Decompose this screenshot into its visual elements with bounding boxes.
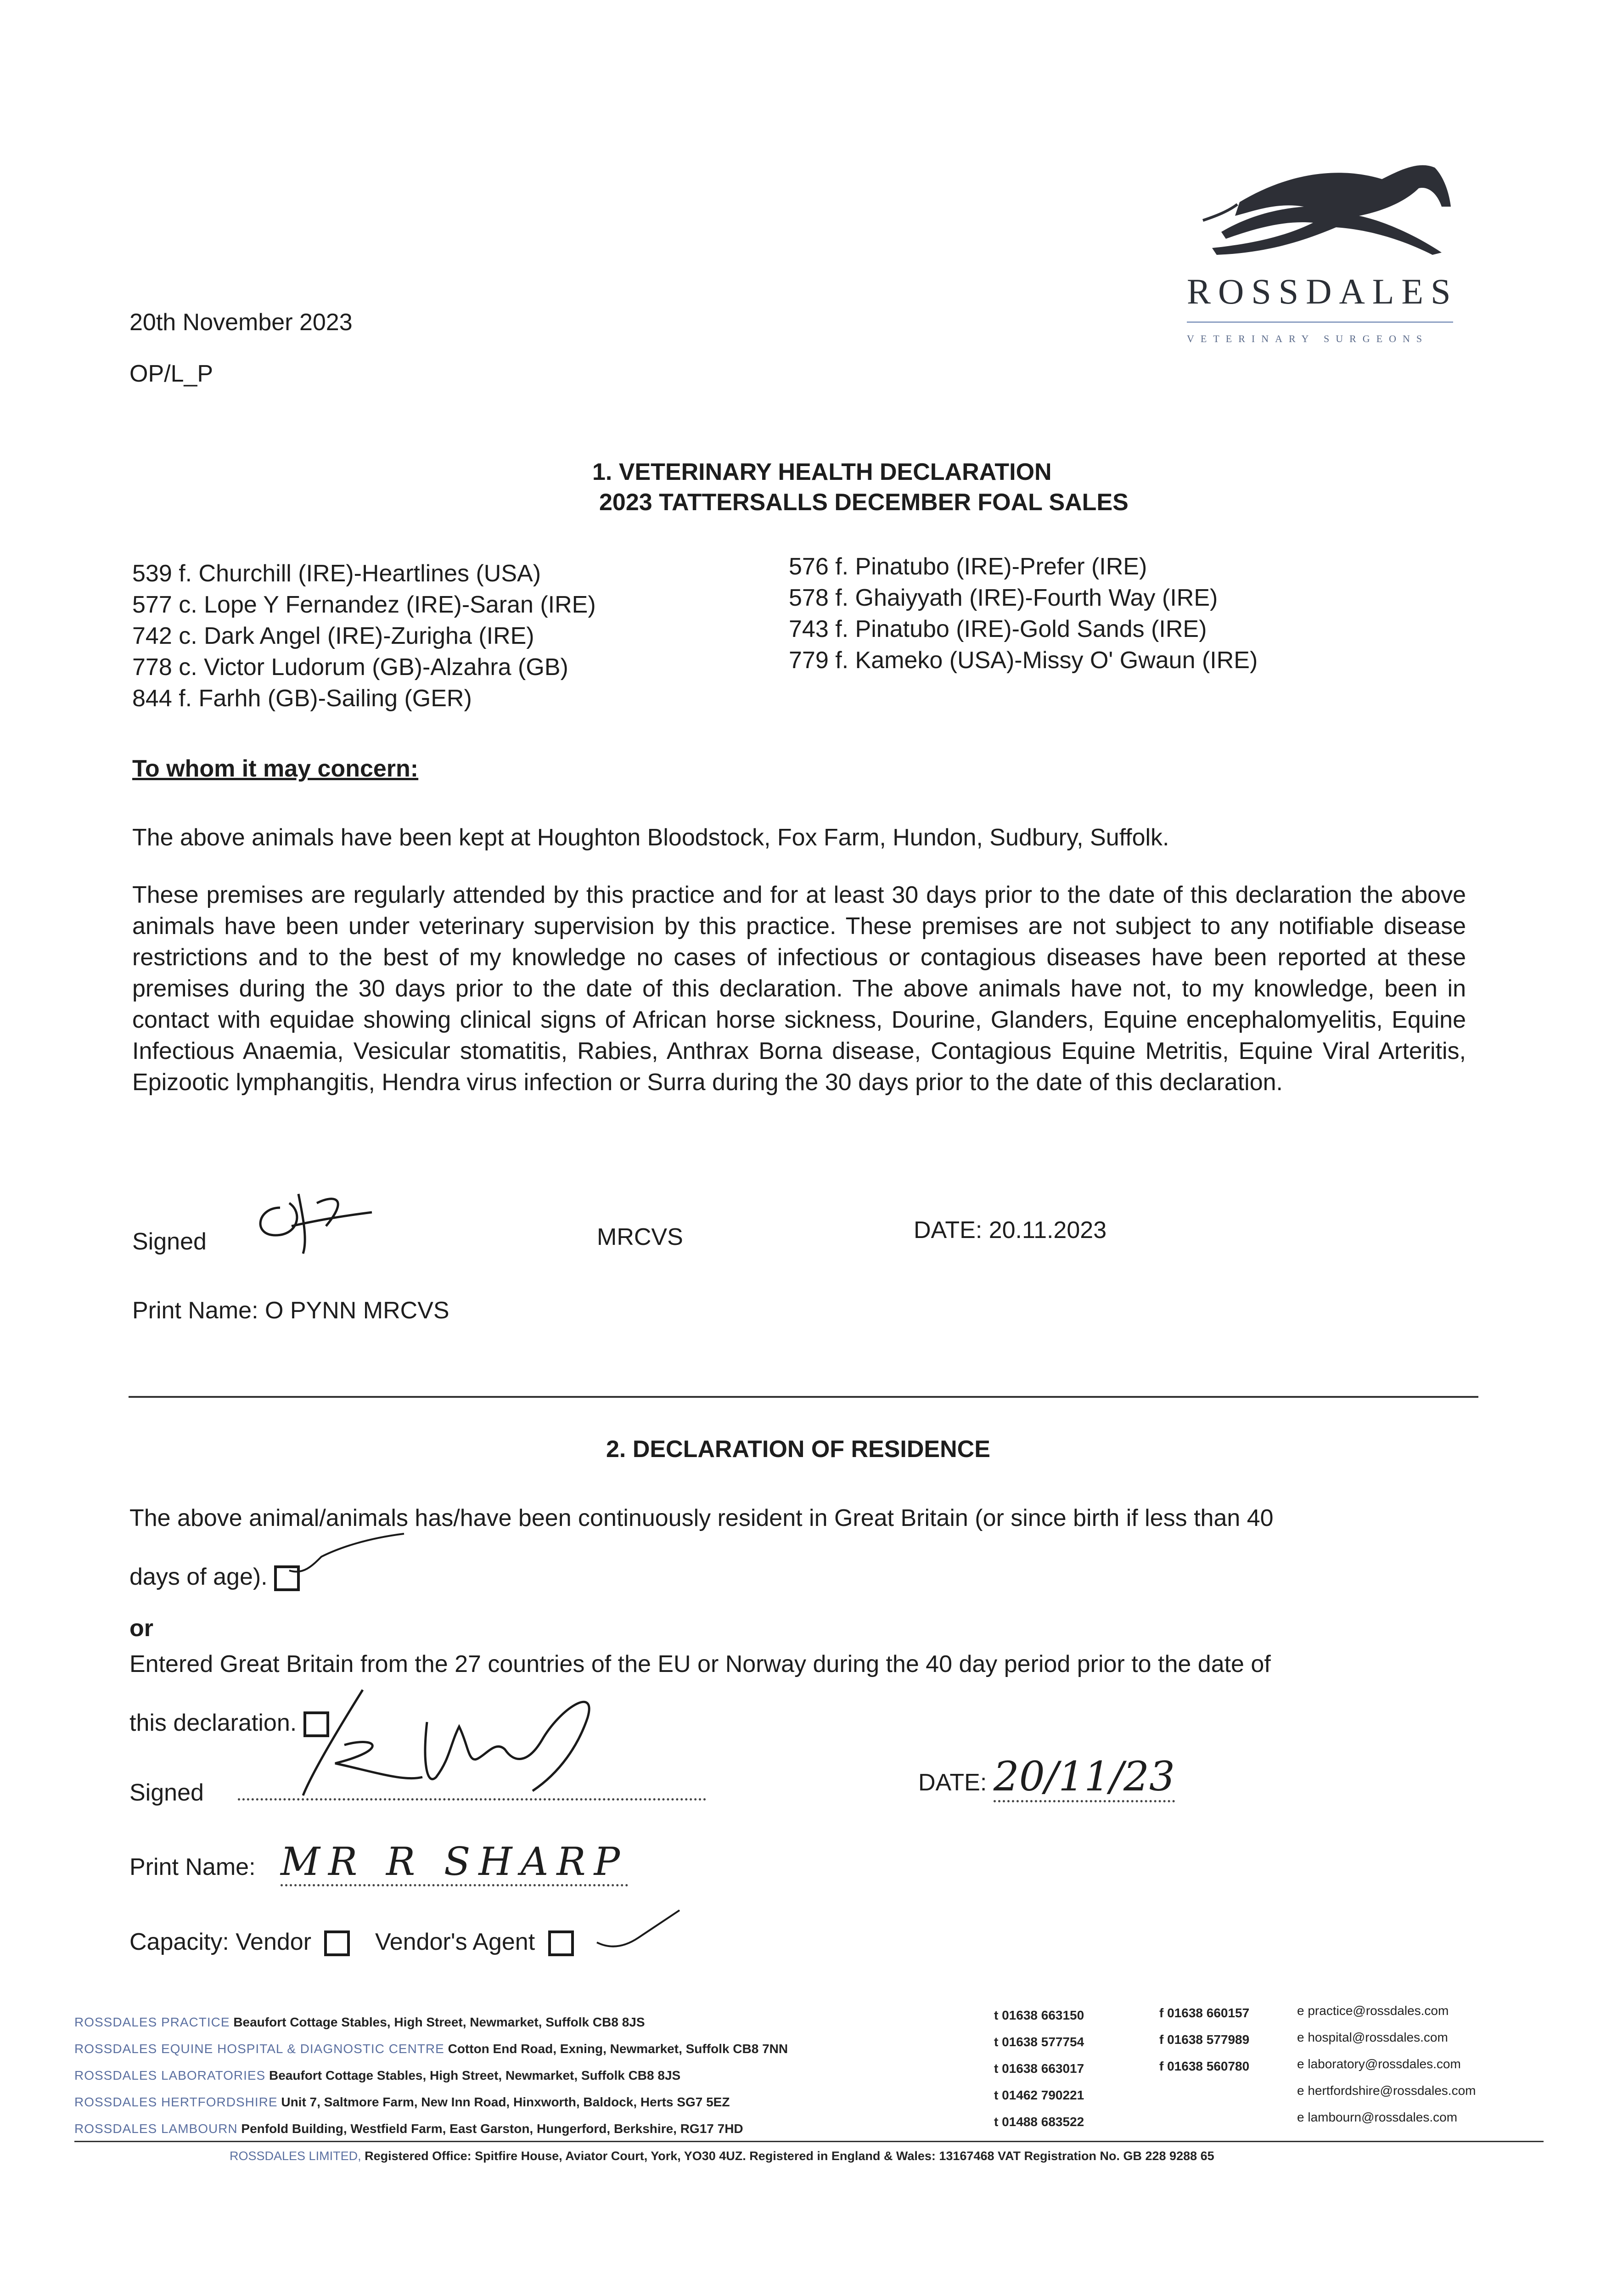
capacity-row xyxy=(129,1926,574,1958)
address-label: ROSSDALES LAMBOURN xyxy=(74,2122,238,2136)
print-name-label-2-text: Print Name: xyxy=(129,1854,256,1880)
email-link[interactable]: e hertfordshire@rossdales.com xyxy=(1297,2083,1476,2098)
phone-number: t 01638 663017 xyxy=(994,2061,1084,2076)
address-text: Penfold Building, Westfield Farm, East Garston, Hungerford, Berkshire, RG17 7HD xyxy=(241,2122,743,2136)
list-item: 576 f. Pinatubo (IRE)-Prefer (IRE) xyxy=(789,553,1147,580)
address-label: ROSSDALES EQUINE HOSPITAL & DIAGNOSTIC CENTRE xyxy=(74,2042,444,2056)
vendor-signature xyxy=(285,1671,661,1823)
phone-number: t 01462 790221 xyxy=(994,2088,1084,2102)
section1-subtitle: 2023 TATTERSALLS DECEMBER FOAL SALES xyxy=(599,489,1129,516)
email-link[interactable]: e laboratory@rossdales.com xyxy=(1297,2057,1461,2071)
footer-faxes xyxy=(1159,2000,1249,2080)
letter-date: 20th November 2023 xyxy=(129,309,353,336)
list-item: 577 c. Lope Y Fernandez (IRE)-Saran (IRE) xyxy=(132,591,596,618)
vendor-date-label xyxy=(918,1753,1175,1800)
date-label-2: DATE: xyxy=(918,1769,987,1796)
vendor-print-name-handwritten: MR R SHARP xyxy=(281,1839,628,1886)
list-item: 778 c. Victor Ludorum (GB)-Alzahra (GB) xyxy=(132,654,568,681)
print-name-label-2 xyxy=(129,1839,629,1884)
fax-number: f 01638 577989 xyxy=(1159,2032,1250,2047)
or-label: or xyxy=(129,1615,153,1642)
list-item: 742 c. Dark Angel (IRE)-Zurigha (IRE) xyxy=(132,623,534,649)
email-link[interactable]: e lambourn@rossdales.com xyxy=(1297,2110,1458,2124)
vendor-checkbox[interactable] xyxy=(324,1930,350,1956)
checkmark-agent xyxy=(592,1906,684,1956)
signed-label-1: Signed xyxy=(132,1228,207,1255)
list-item: 844 f. Farhh (GB)-Sailing (GER) xyxy=(132,685,472,712)
checkmark-1 xyxy=(285,1529,413,1584)
galloping-horse-icon xyxy=(1185,147,1460,266)
residence-option1-line2 xyxy=(129,1561,300,1593)
residence-option2-line1: Entered Great Britain from the 27 countries of the EU or Norway during the 40 day period prior to the date of xyxy=(129,1651,1271,1677)
logo-name: ROSSDALES xyxy=(1187,271,1458,311)
mrcvs-label: MRCVS xyxy=(597,1224,683,1250)
fax-number: f 01638 660157 xyxy=(1159,2006,1250,2020)
phone-number: t 01488 683522 xyxy=(994,2115,1084,2129)
list-item: 539 f. Churchill (IRE)-Heartlines (USA) xyxy=(132,560,541,587)
section-divider xyxy=(129,1396,1478,1398)
address-text: Unit 7, Saltmore Farm, New Inn Road, Hinxworth, Baldock, Herts SG7 5EZ xyxy=(281,2095,730,2109)
option2-line2-text: this declaration. xyxy=(129,1710,297,1736)
phone-number: t 01638 577754 xyxy=(994,2035,1084,2049)
footer-address-row xyxy=(74,2062,788,2089)
list-item: 578 f. Ghaiyyath (IRE)-Fourth Way (IRE) xyxy=(789,585,1218,611)
premises-statement: The above animals have been kept at Houghton Bloodstock, Fox Farm, Hundon, Sudbury, Suffolk. xyxy=(132,824,1169,851)
address-text: Beaufort Cottage Stables, High Street, Newmarket, Suffolk CB8 8JS xyxy=(269,2068,681,2082)
vendor-agent-label: Vendor's Agent xyxy=(375,1929,535,1955)
section2-title: 2. DECLARATION OF RESIDENCE xyxy=(606,1436,990,1463)
footer-rule xyxy=(74,2141,1544,2142)
signed-label-2-text: Signed xyxy=(129,1779,204,1806)
vet-signature xyxy=(248,1176,395,1258)
list-item: 743 f. Pinatubo (IRE)-Gold Sands (IRE) xyxy=(789,616,1207,642)
salutation: To whom it may concern: xyxy=(132,755,419,782)
vendor-date-handwritten: 20/11/23 xyxy=(994,1753,1175,1802)
address-text: Cotton End Road, Exning, Newmarket, Suffolk CB8 7NN xyxy=(448,2042,788,2056)
email-link[interactable]: e hospital@rossdales.com xyxy=(1297,2030,1448,2044)
logo-tagline: VETERINARY SURGEONS xyxy=(1187,333,1429,344)
footer-addresses xyxy=(74,2009,788,2142)
footer-address-row xyxy=(74,2116,788,2142)
footer-address-row xyxy=(74,2009,788,2036)
footer-phones xyxy=(994,2002,1084,2135)
option1-line2-text: days of age). xyxy=(129,1564,268,1590)
footer-emails xyxy=(1297,1998,1476,2131)
horse-list-right xyxy=(789,551,1258,676)
address-text: Beaufort Cottage Stables, High Street, Newmarket, Suffolk CB8 8JS xyxy=(233,2015,645,2029)
email-link[interactable]: e practice@rossdales.com xyxy=(1297,2003,1449,2018)
company-logo xyxy=(1175,147,1469,358)
footer-address-row xyxy=(74,2036,788,2062)
fax-number: f 01638 560780 xyxy=(1159,2059,1250,2073)
vendor-agent-checkbox[interactable] xyxy=(548,1930,574,1956)
address-label: ROSSDALES PRACTICE xyxy=(74,2015,230,2029)
phone-number: t 01638 663150 xyxy=(994,2008,1084,2022)
declaration-paragraph: These premises are regularly attended by this practice and for at least 30 days prior to the date of this declaration the above animals have been under veterinary supervision by this practice. These premises are not subject to any notifiable disease restrictions and to the best of my knowledge no cases of infectious or contagious diseases have been reported at these premises during the 30 days prior to the date of this declaration. The above animals have not, to my knowledge, been in contact with equidae showing clinical signs of African horse sickness, Dourine, Glanders, Equine encephalomyelitis, Equine Infectious Anaemia, Vesicular stomatitis, Rabies, Anthrax Borna disease, Contagious Equine Metritis, Equine Viral Arteritis, Epizootic lymphangitis, Hendra virus infection or Surra during the 30 days prior to the date of this declaration. xyxy=(132,882,1466,1096)
letter-reference: OP/L_P xyxy=(129,360,213,387)
list-item: 779 f. Kameko (USA)-Missy O' Gwaun (IRE) xyxy=(789,647,1258,674)
capacity-label: Capacity: Vendor xyxy=(129,1929,312,1955)
footer-registration xyxy=(230,2147,1214,2165)
address-label: ROSSDALES HERTFORDSHIRE xyxy=(74,2095,278,2109)
section1-title: 1. VETERINARY HEALTH DECLARATION xyxy=(592,459,1052,485)
vet-print-name: Print Name: O PYNN MRCVS xyxy=(132,1297,449,1324)
footer-address-row xyxy=(74,2089,788,2116)
declaration-date: DATE: 20.11.2023 xyxy=(914,1217,1107,1244)
registration-text: Registered Office: Spitfire House, Aviator Court, York, YO30 4UZ. Registered in England & Wales: 13167468 VAT Registration No. GB 228 9288 65 xyxy=(365,2149,1214,2163)
residence-option1-line1: The above animal/animals has/have been continuously resident in Great Britain (or since birth if less than 40 xyxy=(129,1505,1274,1531)
registration-label: ROSSDALES LIMITED, xyxy=(230,2149,361,2163)
logo-divider xyxy=(1187,321,1453,323)
address-label: ROSSDALES LABORATORIES xyxy=(74,2068,266,2082)
horse-list-left xyxy=(132,558,596,714)
